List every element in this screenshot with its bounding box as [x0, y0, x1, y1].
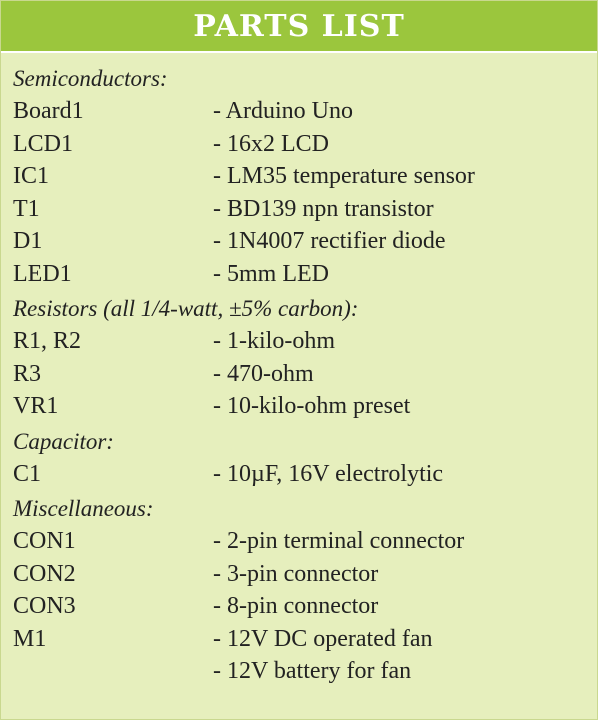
part-ref: VR1: [13, 393, 59, 419]
part-desc: - 1N4007 rectifier diode: [213, 228, 446, 254]
parts-row: [13, 558, 589, 591]
section-title-semiconductors: Semiconductors:: [13, 66, 168, 91]
part-desc: - LM35 temperature sensor: [213, 163, 475, 189]
part-desc: - 470-ohm: [213, 360, 314, 387]
part-ref: M1: [13, 625, 47, 652]
part-desc: - 2-pin terminal connector: [213, 528, 465, 554]
section-title-capacitor: Capacitor:: [13, 428, 114, 454]
section-title-miscellaneous: Miscellaneous:: [13, 496, 154, 521]
parts-row: [13, 193, 589, 226]
parts-list-content: [13, 63, 589, 688]
part-desc: - 16x2 LCD: [213, 130, 329, 157]
parts-row: [13, 128, 589, 161]
parts-row: [13, 590, 589, 623]
parts-row: [13, 95, 589, 128]
parts-row: [13, 525, 589, 558]
part-desc: - Arduino Uno: [213, 98, 353, 124]
parts-row: [13, 225, 589, 258]
part-desc: - 12V battery for fan: [213, 658, 412, 684]
part-desc: - 8-pin connector: [213, 593, 379, 619]
parts-row: [13, 623, 589, 656]
part-ref: CON3: [13, 593, 76, 619]
part-ref: R3: [13, 360, 42, 387]
parts-row: [13, 655, 589, 688]
part-desc: - 1-kilo-ohm: [213, 328, 335, 354]
parts-row: [13, 458, 589, 491]
parts-list-title: PARTS LIST: [193, 8, 405, 44]
parts-row: [13, 325, 589, 358]
part-desc: - 3-pin connector: [213, 560, 379, 587]
part-ref: D1: [13, 228, 43, 254]
part-ref: [13, 655, 213, 688]
part-ref: LED1: [13, 260, 72, 287]
part-desc: - 10µF, 16V electrolytic: [213, 460, 444, 487]
part-desc: - 5mm LED: [213, 260, 329, 287]
part-ref: C1: [13, 460, 42, 487]
part-ref: LCD1: [13, 130, 73, 157]
part-ref: IC1: [13, 163, 49, 189]
part-ref: CON1: [13, 528, 76, 554]
section-title-resistors: Resistors (all 1/4-watt, ±5% carbon):: [13, 296, 359, 321]
part-ref: R1, R2: [13, 328, 82, 354]
parts-list-header: [1, 1, 597, 53]
part-desc: - BD139 npn transistor: [213, 195, 434, 222]
parts-row: [13, 258, 589, 291]
part-desc: - 12V DC operated fan: [213, 625, 433, 652]
part-ref: T1: [13, 195, 40, 222]
part-ref: Board1: [13, 98, 84, 124]
parts-row: [13, 358, 589, 391]
part-ref: CON2: [13, 560, 76, 587]
parts-row: [13, 390, 589, 423]
part-desc: - 10-kilo-ohm preset: [213, 393, 411, 419]
parts-row: [13, 160, 589, 193]
